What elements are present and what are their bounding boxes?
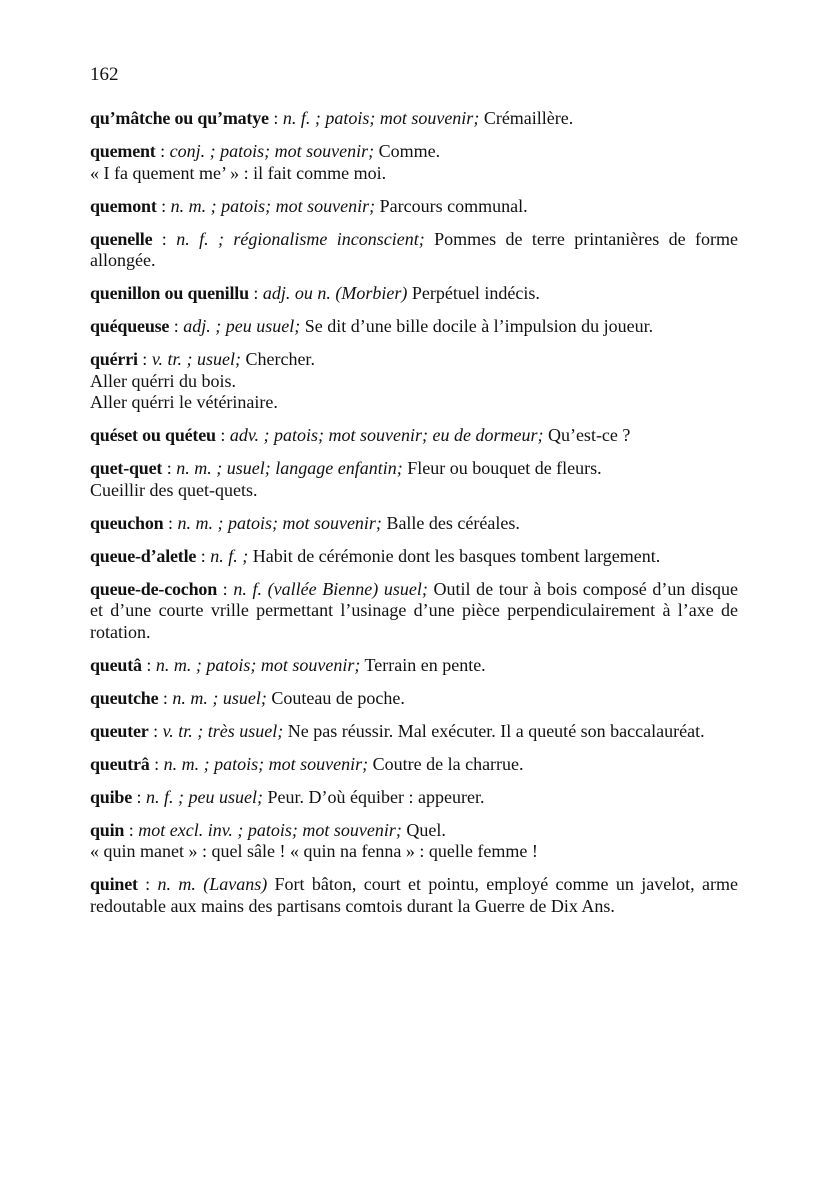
entry-definition: Peur. D’où équiber : appeurer. bbox=[263, 786, 485, 807]
entry-separator: : bbox=[137, 349, 152, 369]
entry-separator: : bbox=[268, 108, 283, 128]
entry-definition: Comme. bbox=[374, 141, 441, 161]
dictionary-entry bbox=[90, 546, 738, 568]
dictionary-entry bbox=[90, 196, 738, 218]
entry-headword: quinet bbox=[90, 874, 138, 894]
dictionary-entries bbox=[90, 108, 738, 929]
entry-grammar: conj. ; patois; mot souvenir; bbox=[169, 141, 375, 161]
dictionary-entry bbox=[90, 108, 738, 130]
entry-separator: : bbox=[149, 753, 164, 774]
entry-grammar: v. tr. ; usuel; bbox=[151, 349, 241, 369]
entry-headword: queue-de-cochon bbox=[90, 578, 217, 599]
entry-headword: quibe bbox=[90, 786, 133, 807]
entry-separator: : bbox=[137, 874, 158, 894]
dictionary-entry bbox=[90, 820, 738, 863]
entry-headword: queue-d’aletle bbox=[90, 545, 197, 566]
entry-headword: queutche bbox=[90, 687, 159, 708]
entry-headword: quérri bbox=[90, 349, 138, 369]
entry-example: Aller quérri du bois. bbox=[90, 370, 236, 391]
entry-separator: : bbox=[132, 786, 147, 807]
entry-example: Aller quérri le vétérinaire. bbox=[90, 392, 278, 412]
entry-grammar: n. m. ; usuel; langage enfantin; bbox=[176, 458, 403, 478]
entry-separator: : bbox=[124, 819, 139, 840]
dictionary-entry bbox=[90, 316, 738, 338]
entry-definition: Pommes de terre printanières de forme allongée. bbox=[90, 228, 738, 270]
entry-separator: : bbox=[217, 578, 234, 599]
entry-grammar: adv. ; patois; mot souvenir; eu de dormeur; bbox=[229, 425, 544, 445]
dictionary-entry bbox=[90, 229, 738, 272]
entry-definition: Se dit d’une bille docile à l’impulsion du joueur. bbox=[300, 316, 654, 336]
entry-definition: Crémaillère. bbox=[479, 108, 574, 128]
page-number: 162 bbox=[90, 64, 119, 85]
entry-definition: Chercher. bbox=[240, 349, 315, 369]
entry-separator: : bbox=[169, 316, 184, 336]
entry-separator: : bbox=[162, 458, 177, 478]
entry-headword: quemont bbox=[90, 195, 157, 216]
entry-headword: quéset ou quéteu bbox=[90, 425, 216, 445]
entry-grammar: adj. ; peu usuel; bbox=[183, 316, 301, 336]
entry-headword: quet-quet bbox=[90, 458, 163, 478]
dictionary-entry bbox=[90, 688, 738, 710]
entry-headword: queutrâ bbox=[90, 753, 150, 774]
entry-example: « I fa quement me’ » : il fait comme moi. bbox=[90, 162, 387, 183]
dictionary-entry bbox=[90, 655, 738, 677]
entry-separator: : bbox=[155, 141, 170, 161]
entry-headword: queutâ bbox=[90, 654, 142, 675]
dictionary-entry bbox=[90, 754, 738, 776]
entry-separator: : bbox=[196, 545, 211, 566]
entry-grammar: n. m. ; patois; mot souvenir; bbox=[163, 753, 369, 774]
entry-headword: quenelle bbox=[90, 228, 153, 249]
entry-headword: quement bbox=[90, 141, 156, 161]
entry-grammar: n. m. (Lavans) bbox=[157, 874, 268, 894]
entry-headword: quin bbox=[90, 819, 125, 840]
entry-definition: Coutre de la charrue. bbox=[368, 753, 524, 774]
entry-grammar: n. f. ; peu usuel; bbox=[146, 786, 264, 807]
entry-definition: Balle des céréales. bbox=[381, 512, 520, 533]
dictionary-entry bbox=[90, 425, 738, 447]
entry-grammar: n. f. ; patois; mot souvenir; bbox=[282, 108, 480, 128]
entry-grammar: n. f. ; régionalisme inconscient; bbox=[176, 228, 425, 249]
entry-separator: : bbox=[152, 228, 177, 249]
entry-definition: Quel. bbox=[401, 819, 446, 840]
entry-separator: : bbox=[163, 512, 178, 533]
dictionary-entry bbox=[90, 349, 738, 414]
entry-definition: Terrain en pente. bbox=[360, 654, 486, 675]
entry-grammar: v. tr. ; très usuel; bbox=[162, 720, 284, 741]
entry-grammar: n. m. ; patois; mot souvenir; bbox=[155, 654, 361, 675]
entry-headword: queuchon bbox=[90, 512, 164, 533]
entry-definition: Qu’est-ce ? bbox=[543, 425, 631, 445]
entry-definition: Parcours communal. bbox=[375, 195, 528, 216]
entry-headword: quéqueuse bbox=[90, 316, 170, 336]
entry-example: Cueillir des quet-quets. bbox=[90, 479, 258, 500]
dictionary-entry bbox=[90, 458, 738, 501]
entry-definition: Fleur ou bouquet de fleurs. bbox=[402, 458, 602, 478]
entry-definition: Ne pas réussir. Mal exécuter. Il a queuté son baccalauréat. bbox=[283, 720, 705, 741]
entry-definition: Fort bâton, court et pointu, employé comme un javelot, arme redoutable aux mains des partisans comtois durant la Guerre de Dix Ans. bbox=[90, 874, 738, 916]
entry-grammar: mot excl. inv. ; patois; mot souvenir; bbox=[138, 819, 402, 840]
entry-separator: : bbox=[156, 195, 171, 216]
dictionary-entry bbox=[90, 513, 738, 535]
entry-grammar: n. f. ; bbox=[210, 545, 249, 566]
entry-grammar: n. f. (vallée Bienne) usuel; bbox=[233, 578, 428, 599]
entry-headword: quenillon ou quenillu bbox=[90, 283, 249, 303]
entry-definition: Perpétuel indécis. bbox=[407, 283, 540, 303]
entry-separator: : bbox=[148, 720, 163, 741]
dictionary-entry bbox=[90, 579, 738, 644]
dictionary-entry bbox=[90, 283, 738, 305]
entry-grammar: n. m. ; patois; mot souvenir; bbox=[170, 195, 376, 216]
entry-grammar: n. m. ; patois; mot souvenir; bbox=[177, 512, 382, 533]
dictionary-entry bbox=[90, 141, 738, 184]
entry-example: « quin manet » : quel sâle ! « quin na fenna » : quelle femme ! bbox=[90, 841, 538, 861]
entry-headword: qu’mâtche ou qu’matye bbox=[90, 108, 269, 128]
entry-grammar: adj. ou n. (Morbier) bbox=[262, 283, 408, 303]
entry-separator: : bbox=[248, 283, 263, 303]
entry-definition: Habit de cérémonie dont les basques tombent largement. bbox=[248, 545, 661, 566]
entry-separator: : bbox=[215, 425, 230, 445]
entry-separator: : bbox=[158, 687, 173, 708]
entry-definition: Couteau de poche. bbox=[266, 687, 405, 708]
entry-headword: queuter bbox=[90, 720, 149, 741]
entry-grammar: n. m. ; usuel; bbox=[172, 687, 267, 708]
dictionary-entry bbox=[90, 787, 738, 809]
entry-separator: : bbox=[141, 654, 156, 675]
dictionary-entry bbox=[90, 874, 738, 917]
dictionary-entry bbox=[90, 721, 738, 743]
entry-definition: Outil de tour à bois composé d’un disque et d’une courte vrille permettant l’usinage d’une pièce perpendiculairement à l’axe de rotation. bbox=[90, 578, 738, 642]
